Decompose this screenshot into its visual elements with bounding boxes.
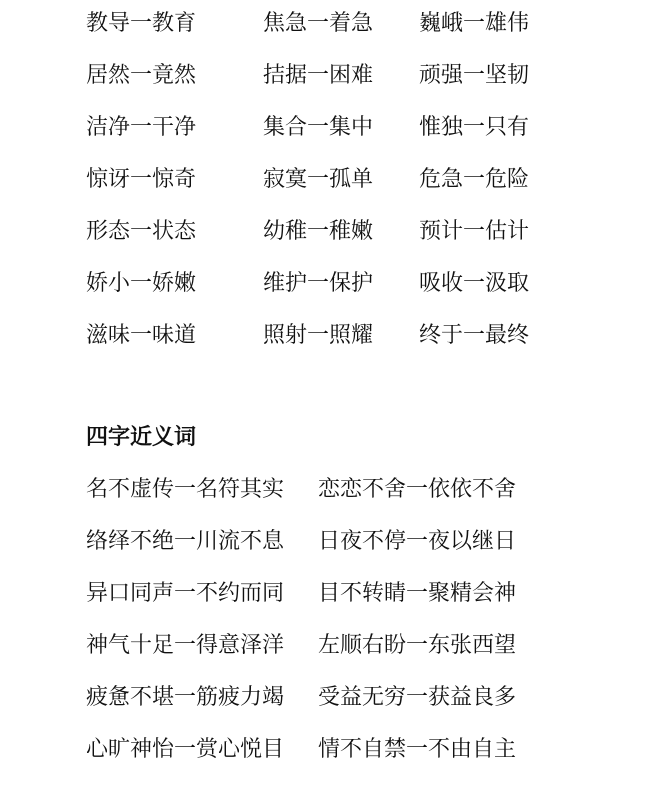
synonym-pair: 居然一竟然 [86, 63, 197, 88]
idiom-pair: 受益无穷一获益良多 [318, 685, 517, 710]
synonym-pair: 洁净一干净 [86, 115, 197, 140]
synonym-row [86, 104, 646, 156]
idiom-row [86, 572, 646, 624]
synonym-pair: 寂寞一孤单 [263, 167, 374, 192]
synonym-pair: 形态一状态 [86, 219, 197, 244]
idiom-pair: 心旷神怡一赏心悦目 [86, 737, 285, 762]
synonym-pair: 吸收一汲取 [419, 271, 530, 296]
synonym-pair: 照射一照耀 [263, 323, 374, 348]
idiom-pair: 左顺右盼一东张西望 [318, 633, 517, 658]
synonym-pair: 维护一保护 [263, 271, 374, 296]
synonym-row [86, 312, 646, 364]
synonym-pair: 娇小一娇嫩 [86, 271, 197, 296]
idiom-pair: 络绎不绝一川流不息 [86, 529, 285, 554]
synonym-pair: 顽强一坚韧 [419, 63, 530, 88]
synonym-row [86, 52, 646, 104]
synonym-pair: 预计一估计 [419, 219, 530, 244]
idiom-row [86, 676, 646, 728]
idiom-pair: 疲惫不堪一筋疲力竭 [86, 685, 285, 710]
idiom-row [86, 728, 646, 780]
idiom-pair: 名不虚传一名符其实 [86, 477, 285, 502]
idiom-pair: 神气十足一得意泽洋 [86, 633, 285, 658]
synonym-pair: 巍峨一雄伟 [419, 11, 530, 36]
synonym-pair: 幼稚一稚嫩 [263, 219, 374, 244]
synonym-pair: 终于一最终 [419, 323, 530, 348]
section-heading: 四字近义词 [86, 425, 197, 450]
synonym-pair: 教导一教育 [86, 11, 197, 36]
synonym-pair: 滋味一味道 [86, 323, 197, 348]
synonym-row [86, 260, 646, 312]
synonym-pair: 集合一集中 [263, 115, 374, 140]
idiom-row [86, 624, 646, 676]
synonym-pair: 危急一危险 [419, 167, 530, 192]
synonym-pair: 拮据一困难 [263, 63, 374, 88]
synonym-row [86, 0, 646, 52]
synonym-pair: 惟独一只有 [419, 115, 530, 140]
idiom-pair: 日夜不停一夜以继日 [318, 529, 517, 554]
two-char-synonym-list [86, 0, 646, 364]
idiom-pair: 目不转睛一聚精会神 [318, 581, 517, 606]
synonym-pair: 惊讶一惊奇 [86, 167, 197, 192]
idiom-pair: 情不自禁一不由自主 [318, 737, 517, 762]
idiom-row [86, 468, 646, 520]
synonym-row [86, 156, 646, 208]
idiom-row [86, 520, 646, 572]
synonym-pair: 焦急一着急 [263, 11, 374, 36]
idiom-pair: 异口同声一不约而同 [86, 581, 285, 606]
four-char-synonym-list [86, 468, 646, 780]
synonym-row [86, 208, 646, 260]
idiom-pair: 恋恋不舍一依依不舍 [318, 477, 517, 502]
